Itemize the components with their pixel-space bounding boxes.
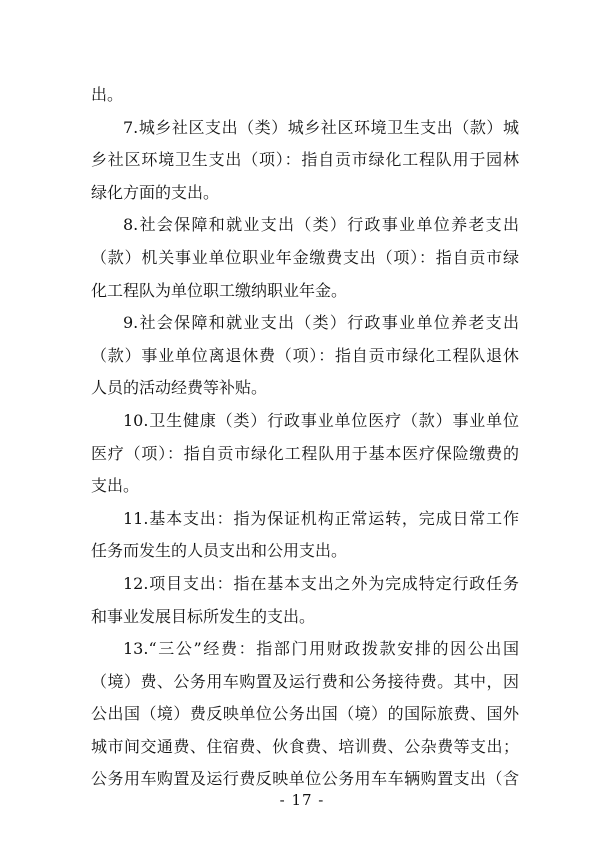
text-line: 公出国（境）费反映单位公务出国（境）的国际旅费、国外 (91, 704, 519, 724)
text-line: 12.项目支出：指在基本支出之外为完成特定行政任务 (123, 573, 519, 593)
page-number: - 17 - (279, 791, 325, 809)
text-line: 和事业发展目标所发生的支出。 (91, 606, 316, 626)
text-line: 7.城乡社区支出（类）城乡社区环境卫生支出（款）城 (123, 117, 519, 137)
text-line: 11.基本支出：指为保证机构正常运转，完成日常工作 (123, 508, 519, 528)
text-line: 城市间交通费、住宿费、伙食费、培训费、公杂费等支出； (91, 736, 519, 756)
text-line: （款）事业单位离退休费（项）：指自贡市绿化工程队退休 (91, 345, 519, 365)
text-line: 医疗（项）：指自贡市绿化工程队用于基本医疗保险缴费的 (91, 443, 519, 463)
text-line: 化工程队为单位职工缴纳职业年金。 (91, 280, 348, 300)
text-line: 8.社会保障和就业支出（类）行政事业单位养老支出 (123, 215, 519, 235)
text-line: 9.社会保障和就业支出（类）行政事业单位养老支出 (123, 313, 519, 333)
text-line: 任务而发生的人员支出和公用支出。 (91, 541, 348, 561)
text-line: （境）费、公务用车购置及运行费和公务接待费。其中，因 (91, 671, 519, 691)
text-line: 支出。 (91, 476, 140, 496)
text-line: 绿化方面的支出。 (91, 182, 220, 202)
text-line: 乡社区环境卫生支出（项）：指自贡市绿化工程队用于园林 (91, 150, 519, 170)
body-text (91, 79, 519, 796)
text-line: 10.卫生健康（类）行政事业单位医疗（款）事业单位 (123, 410, 519, 430)
text-line: 13.“三公”经费：指部门用财政拨款安排的因公出国 (123, 639, 519, 659)
text-line: 出。 (91, 85, 124, 104)
text-line: （款）机关事业单位职业年金缴费支出（项）：指自贡市绿 (91, 247, 519, 267)
text-line: 公务用车购置及运行费反映单位公务用车车辆购置支出（含 (91, 769, 519, 789)
text-line: 人员的活动经费等补贴。 (91, 378, 268, 398)
